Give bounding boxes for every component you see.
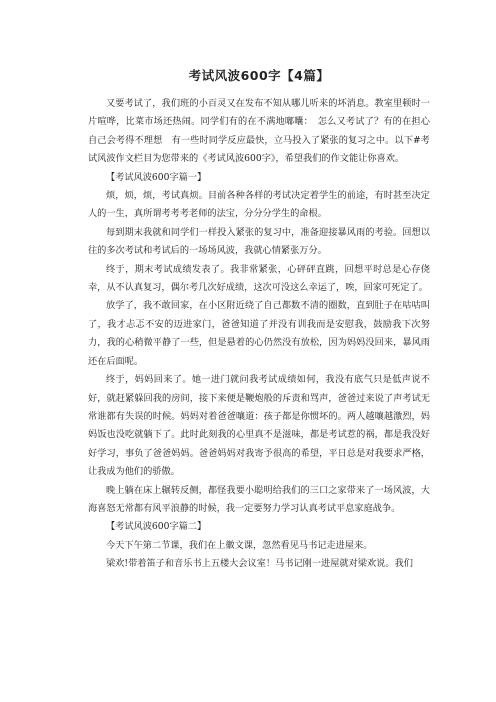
body-paragraph: 终于，期末考试成绩发表了。我非常紧张，心砰砰直跳，回想平时总是心存侥幸，从不认真复习，偶尔考几次好成绩，这次可没这么幸运了，唉，回家可死定了。 bbox=[88, 263, 430, 294]
section-heading-2: 【考试风波600字篇二】 bbox=[106, 521, 207, 533]
body-paragraph: 晚上躺在床上辗转反侧，都怪我要小聪明给我们的三口之家带来了一场风波，大海喜怒无常都有风平浪静的时候，我一定要努力学习认真考试平息家庭战争。 bbox=[88, 484, 430, 514]
intro-paragraph: 又要考试了，我们班的小百灵又在发布不知从哪儿听来的坏消息。教室里顿时一片喧哗，比菜市场还热闹。同学们有的在不满地嘟囔： 怎么又考试了？有的在担心自己会考得不理想 有一些时同学反应最快，立马投入了紧张的复习之中。以下#考试风波作文栏目为您带来的《考试风波600字》，希望我们的作文能让你喜欢。 bbox=[88, 98, 430, 165]
body-paragraph: 终于，妈妈回来了。她一进门就问我考试成绩如何，我没有底气只是低声说不好，就赶紧躲回我的房间，接下来便是鞭炮般的斥责和骂声，爸爸过来说了声考试无常谁都有失误的时候。妈妈对着爸爸嚷道：孩子都是你惯坏的。两人越嚷越激烈，妈妈饭也没吃就躺下了。此时此刻我的心里真不是滋味，都是考试惹的祸，都是我没好好学习，事负了爸爸妈妈。爸爸妈妈对我寄予很高的希望，平日总是对我要求严格，让我成为他们的骄傲。 bbox=[88, 374, 430, 478]
body-paragraph: 每到期末我就和同学们一样投入紧张的复习中，准备迎接暴风雨的考验。回想以往的多次考试和考试后的一场场风波，我就心情紧张万分。 bbox=[88, 226, 430, 257]
document-title: 考试风波600字【4篇】 bbox=[188, 68, 330, 83]
body-paragraph: 烦，烦，烦，考试真烦。目前各种各样的考试决定着学生的前途，有时甚至决定人的一生，真所谓考考考老师的法宝，分分分学生的命根。 bbox=[88, 190, 430, 220]
body-paragraph: 今天下午第二节课，我们在上徽文课，忽然看见马书记走进屋来。 bbox=[106, 539, 373, 551]
body-paragraph: 梁欢!带着笛子和音乐书上五楼大会议室！马书记刚一进屋就对梁欢说。我们 bbox=[106, 558, 413, 570]
document-body bbox=[88, 95, 430, 574]
body-paragraph: 放学了，我不敢回家，在小区附近绕了自己都数不清的圈数，直到肚子在咕咕叫了，我才忐忑不安的迈进家门，爸爸知道了并没有训我而是安慰我，鼓励我下次努力，我的心稍微平静了一些，但是悬着的心仍然没有放松，因为妈妈没回来，暴风雨还在后面呢。 bbox=[88, 300, 430, 367]
section-heading-1: 【考试风波600字篇一】 bbox=[106, 171, 207, 183]
